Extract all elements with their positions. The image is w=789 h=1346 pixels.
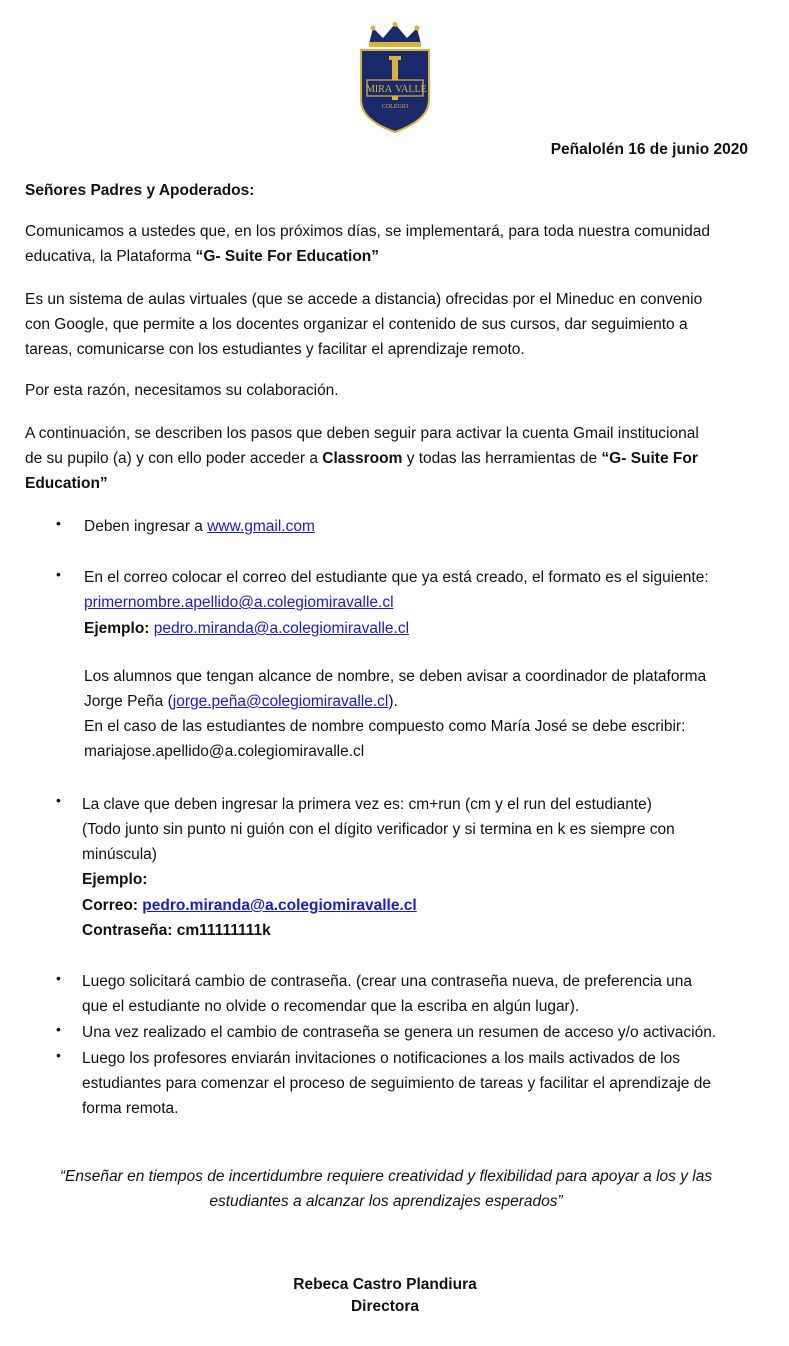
platform-name: “G- Suite For Education” xyxy=(195,248,380,265)
bullet-3-line-1: La clave que deben ingresar la primera vez es: cm+run (cm y el run del estudiante) xyxy=(82,796,652,813)
email-format-link[interactable]: primernombre.apellido@a.colegiomiravalle.cl xyxy=(84,594,394,611)
p3: Por esta razón, necesitamos su colaboración. xyxy=(25,382,339,399)
example-email-link[interactable]: pedro.miranda@a.colegiomiravalle.cl xyxy=(153,620,410,637)
svg-text:MIRA: MIRA xyxy=(365,84,393,95)
bullet-4-line-1: Luego solicitará cambio de contraseña. (crear una contraseña nueva, de preferencia una xyxy=(82,973,693,990)
salutation: Señores Padres y Apoderados: xyxy=(25,182,255,199)
bullet-3-example: Ejemplo: xyxy=(82,871,148,888)
bullet-2-line-7: mariajose.apellido@a.colegiomiravalle.cl xyxy=(84,743,365,760)
bullet-2-line-1: En el correo colocar el correo del estudiante que ya está creado, el formato es el siguiente: xyxy=(84,569,709,586)
bullet-3-line-2: (Todo junto sin punto ni guión con el dígito verificador y si termina en k es siempre con xyxy=(82,821,675,838)
coordinator-email-link[interactable]: jorge.peña@colegiomiravalle.cl xyxy=(172,693,389,710)
bullet-1: Deben ingresar a www.gmail.com xyxy=(84,518,315,535)
correo-link[interactable]: pedro.miranda@a.colegiomiravalle.cl xyxy=(142,897,417,914)
bullet-4-line-2: que el estudiante no olvide o recomendar que la escriba en algún lugar). xyxy=(82,998,580,1015)
bullet-3-line-3: minúscula) xyxy=(82,846,157,863)
classroom-label: Classroom xyxy=(322,450,403,467)
p1-text: educativa, la Plataforma xyxy=(25,248,196,265)
svg-text:VALLE: VALLE xyxy=(395,84,427,95)
bullet-2-line-3: Ejemplo: pedro.miranda@a.colegiomiravalle.cl xyxy=(84,620,410,637)
quote-line-1: “Enseñar en tiempos de incertidumbre requiere creatividad y flexibilidad para apoyar a los y las xyxy=(59,1168,713,1185)
bullet-2-line-5: Jorge Peña (jorge.peña@colegiomiravalle.cl). xyxy=(84,693,398,710)
school-logo xyxy=(355,22,435,134)
bullet-icon: • xyxy=(56,792,61,808)
bullet-2-line-4: Los alumnos que tengan alcance de nombre, se deben avisar a coordinador de plataforma xyxy=(84,668,707,685)
bullet-2-line-2 xyxy=(84,590,747,615)
p1-line-2 xyxy=(25,244,747,269)
crest-icon xyxy=(355,22,435,134)
bullet-3-password: Contraseña: cm11111111k xyxy=(82,922,271,939)
gmail-link[interactable]: www.gmail.com xyxy=(207,518,315,535)
bullet-icon: • xyxy=(56,1047,61,1063)
p1-line-1: Comunicamos a ustedes que, en los próximos días, se implementará, para toda nuestra comunidad xyxy=(25,223,710,240)
p4-line-3: Education” xyxy=(25,475,108,492)
bullet-6-line-2: estudiantes para comenzar el proceso de seguimiento de tareas y facilitar el aprendizaje de xyxy=(82,1075,711,1092)
bullet-icon: • xyxy=(56,1021,61,1037)
bullet-6-line-1: Luego los profesores enviarán invitaciones o notificaciones a los mails activados de los xyxy=(82,1050,680,1067)
bullet-icon: • xyxy=(56,970,61,986)
signature-role: Directora xyxy=(350,1298,420,1315)
bullet-2-line-6: En el caso de las estudiantes de nombre compuesto como María José se debe escribir: xyxy=(84,718,686,735)
bullet-icon: • xyxy=(56,515,61,531)
p2-line-3: tareas, comunicarse con los estudiantes y facilitar el aprendizaje remoto. xyxy=(25,341,525,358)
date-line: Peñalolén 16 de junio 2020 xyxy=(550,141,748,158)
p2-line-2: con Google, que permite a los docentes organizar el contenido de sus cursos, dar seguimiento a xyxy=(25,316,688,333)
p4-line-2: de su pupilo (a) y con ello poder acceder a Classroom y todas las herramientas de “G- Suite For xyxy=(25,450,698,467)
bullet-3-correo: Correo: pedro.miranda@a.colegiomiravalle.cl xyxy=(82,897,417,914)
p4-line-1: A continuación, se describen los pasos que deben seguir para activar la cuenta Gmail institucional xyxy=(25,425,699,442)
bullet-6-line-3: forma remota. xyxy=(82,1100,179,1117)
bullet-icon: • xyxy=(56,566,61,582)
signature-name: Rebeca Castro Plandiura xyxy=(293,1276,477,1293)
p2-line-1: Es un sistema de aulas virtuales (que se accede a distancia) ofrecidas por el Mineduc en convenio xyxy=(25,291,703,308)
quote-line-2: estudiantes a alcanzar los aprendizajes esperados” xyxy=(209,1193,563,1210)
bullet-5: Una vez realizado el cambio de contraseña se genera un resumen de acceso y/o activación. xyxy=(82,1024,717,1041)
svg-text:COLEGIO: COLEGIO xyxy=(381,104,409,110)
